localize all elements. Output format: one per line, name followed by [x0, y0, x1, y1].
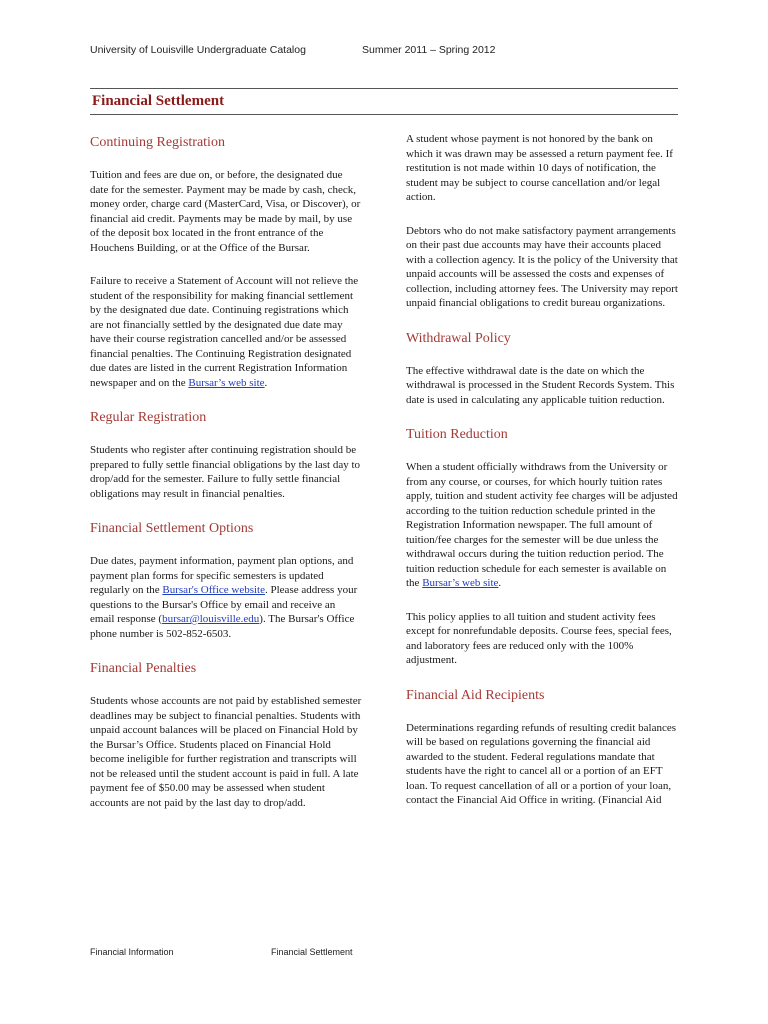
withdrawal-policy-paragraph: The effective withdrawal date is the date on which the withdrawal is processed in the Student Records System. This date is used in calculating any applicable tuition reduction.: [406, 364, 675, 406]
footer-page-topic: Financial Settlement: [271, 947, 353, 957]
footer-section-name: Financial Information: [90, 947, 174, 957]
regular-registration-paragraph: Students who register after continuing registration should be prepared to fully settle financial obligations by the last day to drop/add for the semester. Failure to fully settle financial obligations may result in financial penalties.: [90, 444, 361, 500]
page-title: Financial Settlement: [92, 93, 225, 109]
tuition-reduction-text: When a student officially withdraws from the University or from any course, or courses, for which hourly tuition rates apply, tuition and student activity fee charges will be adjusted according to the tuition reduction schedule printed in the Registration Information newspaper. The full amount of tuition/fee charges for the semester will be due unless the withdrawal occurs during the tuition reduction period. The tuition reduction schedule for each semester is available on the: [406, 461, 678, 589]
left-column: [90, 118, 362, 829]
continuing-registration-text: Failure to receive a Statement of Account will not relieve the student of the responsibility for making financial settlement by the designated due date. Continuing registrations which are not financially settled by the designated due date may have their course registration cancelled and/or be assessed financial penalties. The Continuing Registration designated due dates are listed in the current Registration Information newspaper and on the: [90, 275, 359, 389]
financial-penalties-paragraph: Students whose accounts are not paid by established semester deadlines may be subject to financial penalties. Students with unpaid account balances will be placed on Financial Hold by the Bursar’s Office. Students placed on Financial Hold become ineligible for further registration and transcripts will not be released until the student account is paid in full. A late payment fee of $50.00 may be assessed when student accounts are not paid by the last day to drop/add.: [90, 695, 362, 809]
bursar-office-website-link[interactable]: Bursar's Office website: [162, 584, 265, 596]
continuing-registration-paragraph-1: Tuition and fees are due on, or before, the designated due date for the semester. Payment may be made by cash, check, money order, charge card (MasterCard, Visa, or Discover), or financial aid credit. Payments may be made by mail, by use of the deposit box located in the front entrance of the Houchens Building, or at the Office of the Bursar.: [90, 169, 361, 254]
title-bottom-rule: [90, 114, 678, 115]
continuing-registration-paragraph-2: [90, 274, 362, 390]
settlement-options-text-b: . Please address your questions to the Bursar's Office by email and receive an email response (: [90, 584, 358, 625]
heading-regular-registration: Regular Registration: [90, 410, 207, 425]
heading-financial-aid-recipients: Financial Aid Recipients: [406, 687, 545, 703]
heading-settlement-options: Financial Settlement Options: [90, 521, 254, 536]
settlement-options-text-a: Due dates, payment information, payment plan options, and payment plan forms for specific semesters is updated regularly on the: [90, 555, 354, 596]
heading-financial-penalties: Financial Penalties: [90, 661, 197, 676]
header-catalog-title: University of Louisville Undergraduate Catalog: [90, 44, 306, 56]
right-column: [406, 118, 678, 827]
tuition-reduction-paragraph-1: [406, 460, 678, 591]
heading-continuing-registration: Continuing Registration: [90, 135, 225, 150]
tuition-reduction-paragraph-2: This policy applies to all tuition and student activity fees except for nonrefundable deposits. Course fees, special fees, and laboratory fees are reduced only with the 100% adjustment.: [406, 610, 672, 666]
settlement-options-paragraph: [90, 554, 362, 641]
bursar-website-link-2[interactable]: Bursar’s web site: [422, 577, 499, 589]
heading-tuition-reduction: Tuition Reduction: [406, 427, 508, 442]
continuing-registration-period: .: [264, 376, 268, 389]
returned-payment-paragraph: A student whose payment is not honored by the bank on which it was drawn may be assessed a return payment fee. If restitution is not made within 10 days of notification, the student may be subject to course cancellation and/or legal action.: [406, 133, 673, 203]
title-top-rule: [90, 88, 678, 89]
bursar-website-link[interactable]: Bursar’s web site: [188, 376, 265, 389]
bursar-email-link[interactable]: bursar@louisville.edu: [162, 613, 260, 625]
header-term: Summer 2011 – Spring 2012: [362, 44, 496, 56]
settlement-options-text-c: ). The Bursar's Office phone number is 502-852-6503.: [90, 613, 355, 640]
debtors-paragraph: Debtors who do not make satisfactory payment arrangements on their past due accounts may have their accounts placed with a collection agency. It is the policy of the University that unpaid accounts will be assessed the costs and expenses of collection, including attorney fees. The University may report unpaid financial obligations to credit bureau organizations.: [406, 224, 678, 309]
financial-aid-recipients-paragraph: Determinations regarding refunds of resulting credit balances will be based on regulations governing the financial aid awarded to the student. Federal regulations mandate that students have the right to cancel all or a portion of an EFT loan. To request cancellation of all or a portion of your loan, contact the Financial Aid Office in writing. (Financial Aid: [406, 721, 677, 806]
heading-withdrawal-policy: Withdrawal Policy: [406, 330, 511, 346]
tuition-reduction-period: .: [498, 577, 502, 589]
